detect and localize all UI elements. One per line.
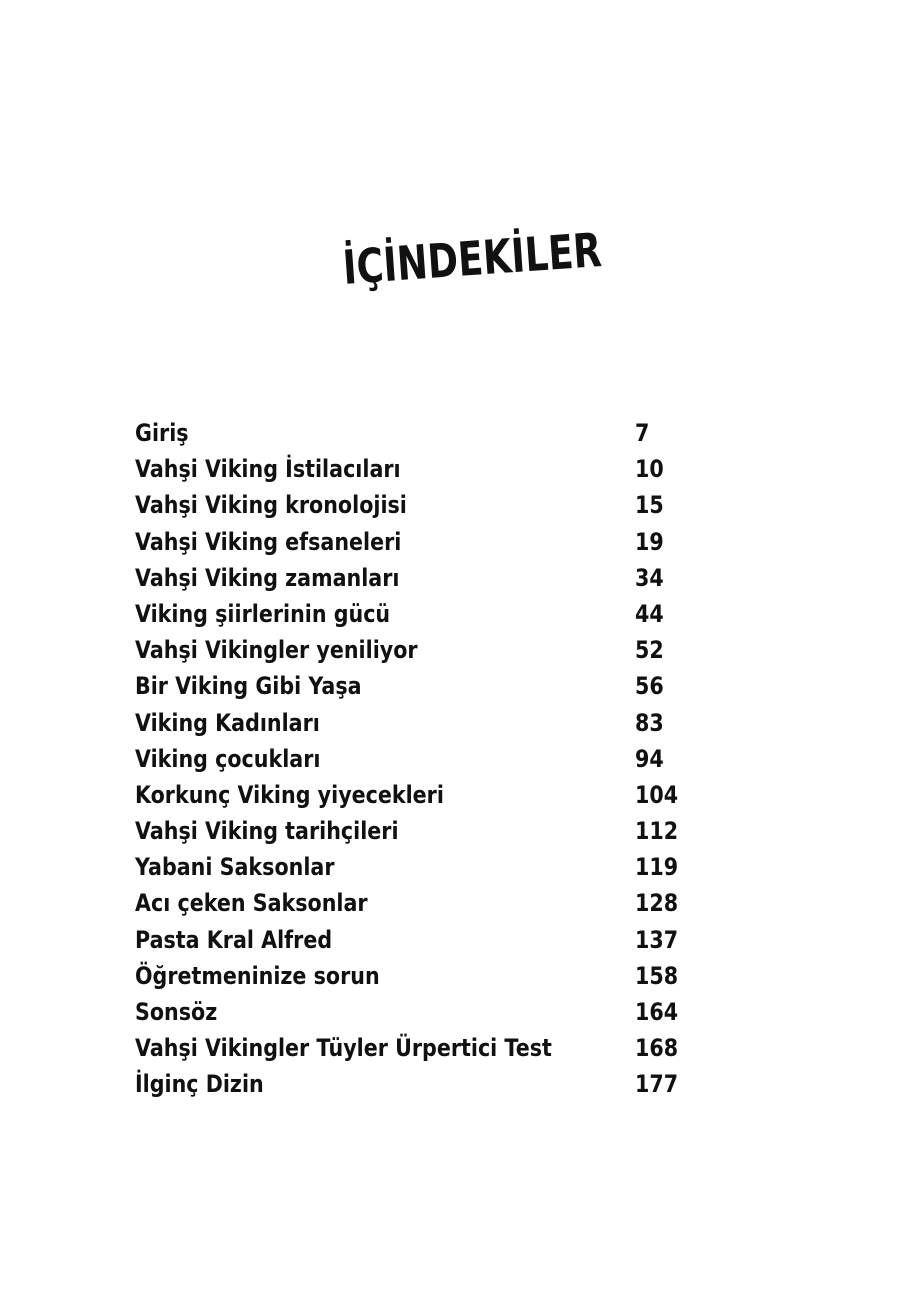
- toc-entry: [135, 885, 735, 921]
- toc-entry: [135, 632, 735, 668]
- toc-entry-title: Sonsöz: [135, 998, 218, 1026]
- toc-entry-title: Viking Kadınları: [135, 708, 320, 737]
- toc-entry-title: İlginç Dizin: [135, 1070, 264, 1099]
- toc-entry-page: 104: [635, 780, 679, 809]
- toc-entry-page: 128: [635, 889, 679, 918]
- toc-entry-title: Viking şiirlerinin gücü: [135, 599, 391, 628]
- toc-entry-title: Vahşi Viking efsaneleri: [135, 527, 402, 556]
- toc-entry: [135, 560, 735, 596]
- toc-entry-page: 94: [635, 744, 664, 773]
- toc-entry-page: 164: [635, 998, 679, 1026]
- toc-entry-page: 158: [635, 961, 679, 990]
- toc-entry: [135, 596, 735, 632]
- toc-entry: [135, 668, 735, 704]
- toc-entry-title: Bir Viking Gibi Yaşa: [135, 672, 362, 701]
- toc-entry: [135, 415, 735, 451]
- toc-entry-page: 112: [635, 817, 679, 846]
- toc-entry: [135, 849, 735, 885]
- toc-entry-page: 168: [635, 1034, 679, 1063]
- toc-entry: [135, 994, 735, 1030]
- toc-entry-title: Vahşi Viking İstilacıları: [135, 455, 401, 484]
- toc-entry-title: Vahşi Viking kronolojisi: [135, 491, 407, 520]
- toc-entry-page: 44: [635, 599, 664, 628]
- toc-entry: [135, 958, 735, 994]
- toc-entry-title: Korkunç Viking yiyecekleri: [135, 780, 444, 809]
- toc-entry-title: Pasta Kral Alfred: [135, 925, 333, 954]
- toc-entry-title: Vahşi Viking zamanları: [135, 563, 400, 592]
- toc-entry-page: 177: [635, 1070, 679, 1099]
- toc-entry-title: Viking çocukları: [135, 744, 321, 773]
- toc-entry-title: Giriş: [135, 419, 189, 447]
- toc-entry-title: Yabani Saksonlar: [135, 853, 335, 882]
- toc-entry: [135, 741, 735, 777]
- page-title: İÇİNDEKİLER: [341, 222, 604, 296]
- toc-entry: [135, 1066, 735, 1102]
- toc-entry: [135, 487, 735, 523]
- toc-entry: [135, 705, 735, 741]
- toc-entry: [135, 922, 735, 958]
- toc-entry: [135, 524, 735, 560]
- toc-entry-title: Vahşi Vikingler Tüyler Ürpertici Test: [135, 1034, 552, 1063]
- toc-entry-page: 52: [635, 636, 664, 665]
- toc-entry-page: 19: [635, 527, 664, 556]
- toc-entry: [135, 1030, 735, 1066]
- toc-entry-page: 137: [635, 925, 679, 954]
- toc-entry-page: 56: [635, 672, 664, 701]
- toc-entry-page: 10: [635, 455, 664, 484]
- toc-entry: [135, 451, 735, 487]
- toc-entry: [135, 813, 735, 849]
- toc-entry-page: 34: [635, 563, 664, 592]
- toc-entry-title: Öğretmeninize sorun: [135, 961, 380, 990]
- toc-entry-page: 119: [635, 853, 679, 882]
- toc-entry: [135, 777, 735, 813]
- toc-entry-page: 83: [635, 708, 664, 737]
- toc-entry-title: Acı çeken Saksonlar: [135, 889, 368, 918]
- toc-entry-title: Vahşi Viking tarihçileri: [135, 817, 399, 846]
- table-of-contents: [135, 415, 735, 1103]
- toc-entry-page: 15: [635, 491, 664, 520]
- toc-entry-title: Vahşi Vikingler yeniliyor: [135, 636, 418, 665]
- toc-entry-page: 7: [635, 419, 650, 447]
